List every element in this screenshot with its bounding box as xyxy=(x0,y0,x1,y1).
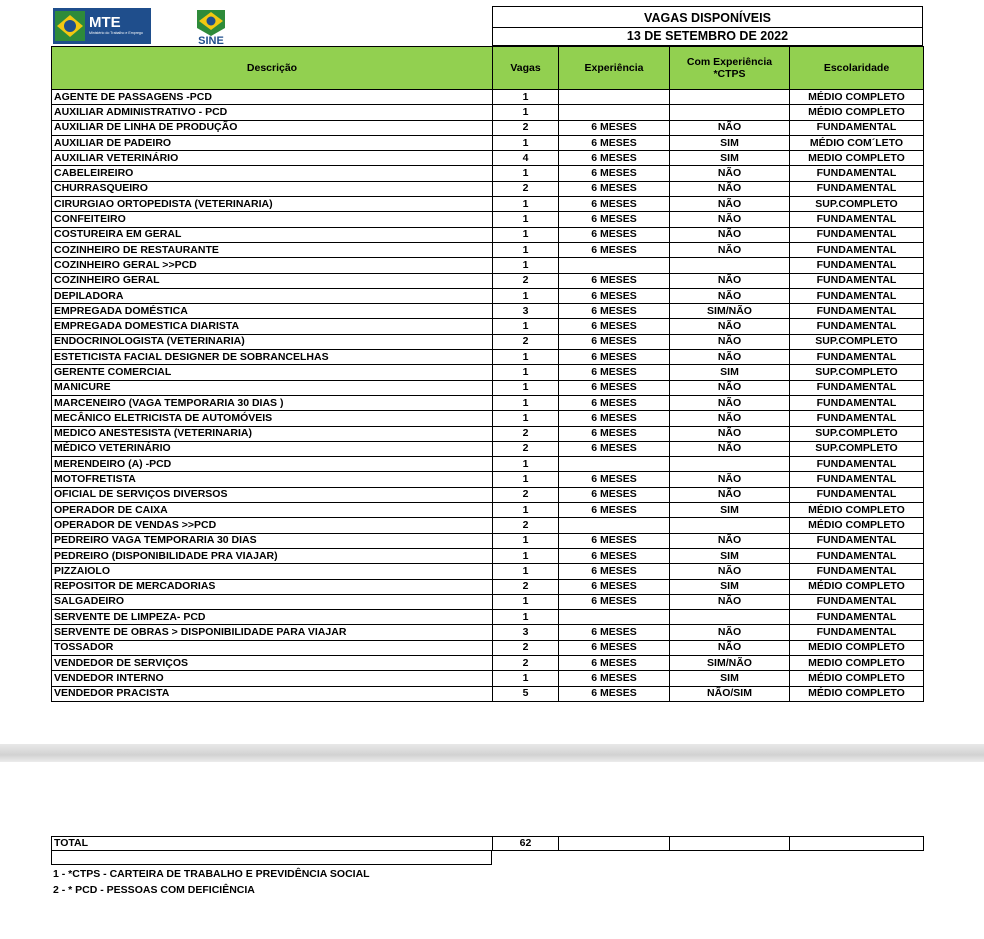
experience-cell: 6 MESES xyxy=(559,288,670,303)
education-cell: FUNDAMENTAL xyxy=(790,288,924,303)
job-description-cell: AGENTE DE PASSAGENS -PCD xyxy=(52,90,493,105)
experience-cell: 6 MESES xyxy=(559,319,670,334)
ctps-cell: NÃO xyxy=(670,334,790,349)
table-body xyxy=(52,90,924,702)
table-row xyxy=(52,120,924,135)
mte-logo-subtitle: Ministério do Trabalho e Emprego xyxy=(89,31,143,35)
table-row xyxy=(52,426,924,441)
vacancies-cell: 1 xyxy=(493,395,559,410)
total-row xyxy=(52,837,924,851)
vacancies-cell: 2 xyxy=(493,426,559,441)
education-cell: FUNDAMENTAL xyxy=(790,319,924,334)
job-description-cell: COZINHEIRO DE RESTAURANTE xyxy=(52,242,493,257)
education-cell: FUNDAMENTAL xyxy=(790,548,924,563)
vacancies-cell: 2 xyxy=(493,579,559,594)
total-label: TOTAL xyxy=(52,837,493,851)
education-cell: FUNDAMENTAL xyxy=(790,380,924,395)
education-cell: FUNDAMENTAL xyxy=(790,227,924,242)
table-row xyxy=(52,625,924,640)
education-cell: FUNDAMENTAL xyxy=(790,181,924,196)
job-description-cell: OPERADOR DE VENDAS >>PCD xyxy=(52,518,493,533)
table-row xyxy=(52,365,924,380)
vacancies-cell: 1 xyxy=(493,503,559,518)
job-description-cell: SERVENTE DE OBRAS > DISPONIBILIDADE PARA VIAJAR xyxy=(52,625,493,640)
education-cell: MÉDIO COMPLETO xyxy=(790,90,924,105)
table-row xyxy=(52,350,924,365)
experience-cell: 6 MESES xyxy=(559,487,670,502)
vacancies-cell: 1 xyxy=(493,411,559,426)
table-row xyxy=(52,686,924,701)
experience-cell: 6 MESES xyxy=(559,640,670,655)
education-cell: FUNDAMENTAL xyxy=(790,212,924,227)
experience-cell: 6 MESES xyxy=(559,135,670,150)
vacancies-cell: 1 xyxy=(493,671,559,686)
vacancies-cell: 1 xyxy=(493,548,559,563)
ctps-cell: NÃO xyxy=(670,166,790,181)
table-row xyxy=(52,90,924,105)
ctps-cell: NÃO xyxy=(670,197,790,212)
vacancies-cell: 2 xyxy=(493,334,559,349)
vacancies-cell: 1 xyxy=(493,610,559,625)
table-row xyxy=(52,594,924,609)
education-cell: FUNDAMENTAL xyxy=(790,273,924,288)
education-cell: FUNDAMENTAL xyxy=(790,120,924,135)
table-row xyxy=(52,151,924,166)
ctps-cell: SIM xyxy=(670,579,790,594)
ctps-cell: NÃO xyxy=(670,181,790,196)
table-row xyxy=(52,610,924,625)
job-description-cell: CHURRASQUEIRO xyxy=(52,181,493,196)
experience-cell: 6 MESES xyxy=(559,120,670,135)
education-cell: FUNDAMENTAL xyxy=(790,411,924,426)
education-cell: FUNDAMENTAL xyxy=(790,395,924,410)
table-row xyxy=(52,273,924,288)
experience-cell: 6 MESES xyxy=(559,411,670,426)
table-row xyxy=(52,671,924,686)
table-row xyxy=(52,258,924,273)
column-header-description: Descrição xyxy=(52,47,493,90)
vacancies-cell: 4 xyxy=(493,151,559,166)
experience-cell: 6 MESES xyxy=(559,441,670,456)
table-row xyxy=(52,579,924,594)
education-cell: FUNDAMENTAL xyxy=(790,242,924,257)
sine-logo xyxy=(191,6,231,46)
table-row xyxy=(52,548,924,563)
job-description-cell: PIZZAIOLO xyxy=(52,564,493,579)
job-description-cell: AUXILIAR DE LINHA DE PRODUÇÃO xyxy=(52,120,493,135)
education-cell: FUNDAMENTAL xyxy=(790,350,924,365)
experience-cell: 6 MESES xyxy=(559,686,670,701)
education-cell: MÉDIO COMPLETO xyxy=(790,686,924,701)
table-row xyxy=(52,135,924,150)
ctps-cell xyxy=(670,457,790,472)
table-row xyxy=(52,655,924,670)
vacancies-cell: 1 xyxy=(493,533,559,548)
job-description-cell: OPERADOR DE CAIXA xyxy=(52,503,493,518)
title-box xyxy=(492,6,923,46)
vacancies-cell: 1 xyxy=(493,594,559,609)
total-empty-cell xyxy=(670,837,790,851)
vacancies-cell: 2 xyxy=(493,518,559,533)
job-description-cell: SALGADEIRO xyxy=(52,594,493,609)
education-cell: MÉDIO COMPLETO xyxy=(790,503,924,518)
experience-cell: 6 MESES xyxy=(559,212,670,227)
table-row xyxy=(52,533,924,548)
ctps-cell: SIM/NÃO xyxy=(670,304,790,319)
ctps-cell: NÃO xyxy=(670,273,790,288)
ctps-cell: NÃO xyxy=(670,395,790,410)
table-row xyxy=(52,457,924,472)
ctps-cell: NÃO xyxy=(670,441,790,456)
ctps-cell: NÃO xyxy=(670,487,790,502)
job-description-cell: REPOSITOR DE MERCADORIAS xyxy=(52,579,493,594)
education-cell: MÉDIO COMPLETO xyxy=(790,579,924,594)
job-description-cell: ENDOCRINOLOGISTA (VETERINARIA) xyxy=(52,334,493,349)
ctps-cell: SIM/NÃO xyxy=(670,655,790,670)
vacancies-cell: 1 xyxy=(493,288,559,303)
experience-cell xyxy=(559,258,670,273)
experience-cell: 6 MESES xyxy=(559,151,670,166)
experience-cell xyxy=(559,610,670,625)
job-description-cell: OFICIAL DE SERVIÇOS DIVERSOS xyxy=(52,487,493,502)
job-description-cell: VENDEDOR PRACISTA xyxy=(52,686,493,701)
document-header xyxy=(51,6,923,46)
education-cell: SUP.COMPLETO xyxy=(790,365,924,380)
vacancies-cell: 1 xyxy=(493,105,559,120)
sine-logo-text: SINE xyxy=(198,35,224,46)
vacancies-cell: 2 xyxy=(493,181,559,196)
table-row xyxy=(52,181,924,196)
ctps-cell: NÃO xyxy=(670,533,790,548)
vacancies-cell: 1 xyxy=(493,212,559,227)
table-row xyxy=(52,227,924,242)
vacancies-cell: 1 xyxy=(493,166,559,181)
column-header-education: Escolaridade xyxy=(790,47,924,90)
experience-cell: 6 MESES xyxy=(559,227,670,242)
experience-cell: 6 MESES xyxy=(559,334,670,349)
education-cell: MÉDIO COMPLETO xyxy=(790,671,924,686)
table-row xyxy=(52,304,924,319)
vacancies-cell: 2 xyxy=(493,441,559,456)
experience-cell: 6 MESES xyxy=(559,503,670,518)
education-cell: FUNDAMENTAL xyxy=(790,594,924,609)
experience-cell: 6 MESES xyxy=(559,655,670,670)
ctps-cell: NÃO/SIM xyxy=(670,686,790,701)
education-cell: SUP.COMPLETO xyxy=(790,426,924,441)
column-header-experience: Experiência xyxy=(559,47,670,90)
education-cell: MÉDIO COMPLETO xyxy=(790,518,924,533)
education-cell: FUNDAMENTAL xyxy=(790,472,924,487)
education-cell: MÉDIO COMPLETO xyxy=(790,105,924,120)
education-cell: FUNDAMENTAL xyxy=(790,610,924,625)
vacancies-cell: 2 xyxy=(493,655,559,670)
vacancies-cell: 1 xyxy=(493,365,559,380)
table-row xyxy=(52,288,924,303)
vacancies-cell: 1 xyxy=(493,258,559,273)
ctps-cell: NÃO xyxy=(670,625,790,640)
education-cell: FUNDAMENTAL xyxy=(790,166,924,181)
document-date: 13 DE SETEMBRO DE 2022 xyxy=(626,29,789,43)
experience-cell: 6 MESES xyxy=(559,472,670,487)
column-header-vacancies: Vagas xyxy=(493,47,559,90)
total-value: 62 xyxy=(493,837,559,851)
job-description-cell: MECÂNICO ELETRICISTA DE AUTOMÓVEIS xyxy=(52,411,493,426)
ctps-cell: SIM xyxy=(670,151,790,166)
ctps-cell: NÃO xyxy=(670,380,790,395)
table-row xyxy=(52,334,924,349)
table-row xyxy=(52,395,924,410)
vacancies-cell: 1 xyxy=(493,472,559,487)
experience-cell: 6 MESES xyxy=(559,533,670,548)
ctps-cell: SIM xyxy=(670,135,790,150)
ctps-cell: NÃO xyxy=(670,350,790,365)
ctps-cell: NÃO xyxy=(670,319,790,334)
education-cell: FUNDAMENTAL xyxy=(790,457,924,472)
table-row xyxy=(52,319,924,334)
experience-cell: 6 MESES xyxy=(559,181,670,196)
vacancies-cell: 5 xyxy=(493,686,559,701)
experience-cell xyxy=(559,457,670,472)
table-row xyxy=(52,487,924,502)
job-description-cell: MARCENEIRO (VAGA TEMPORARIA 30 DIAS ) xyxy=(52,395,493,410)
experience-cell: 6 MESES xyxy=(559,426,670,441)
ctps-cell: NÃO xyxy=(670,426,790,441)
ctps-cell: NÃO xyxy=(670,564,790,579)
education-cell: SUP.COMPLETO xyxy=(790,441,924,456)
table-header-row xyxy=(52,47,924,90)
job-description-cell: CONFEITEIRO xyxy=(52,212,493,227)
ctps-cell xyxy=(670,518,790,533)
vacancies-cell: 2 xyxy=(493,273,559,288)
job-description-cell: COSTUREIRA EM GERAL xyxy=(52,227,493,242)
ctps-cell: NÃO xyxy=(670,120,790,135)
ctps-cell: NÃO xyxy=(670,640,790,655)
experience-cell: 6 MESES xyxy=(559,564,670,579)
vacancies-cell: 2 xyxy=(493,487,559,502)
vacancies-cell: 3 xyxy=(493,304,559,319)
experience-cell: 6 MESES xyxy=(559,594,670,609)
column-header-ctps: Com Experiência *CTPS xyxy=(670,47,790,90)
ctps-cell: NÃO xyxy=(670,242,790,257)
job-description-cell: AUXILIAR VETERINÁRIO xyxy=(52,151,493,166)
vacancies-cell: 1 xyxy=(493,350,559,365)
education-cell: FUNDAMENTAL xyxy=(790,487,924,502)
education-cell: MÉDIO COM´LETO xyxy=(790,135,924,150)
ctps-cell xyxy=(670,105,790,120)
page-break-separator xyxy=(0,744,984,762)
ctps-cell: SIM xyxy=(670,503,790,518)
job-description-cell: MÉDICO VETERINÁRIO xyxy=(52,441,493,456)
vacancies-cell: 1 xyxy=(493,242,559,257)
ctps-cell xyxy=(670,610,790,625)
total-empty-cell xyxy=(790,837,924,851)
job-description-cell: VENDEDOR DE SERVIÇOS xyxy=(52,655,493,670)
ctps-cell: SIM xyxy=(670,671,790,686)
education-cell: FUNDAMENTAL xyxy=(790,533,924,548)
vacancies-cell: 1 xyxy=(493,380,559,395)
vacancies-cell: 1 xyxy=(493,197,559,212)
education-cell: FUNDAMENTAL xyxy=(790,258,924,273)
ctps-cell: SIM xyxy=(670,548,790,563)
job-description-cell: EMPREGADA DOMESTICA DIARISTA xyxy=(52,319,493,334)
job-description-cell: PEDREIRO VAGA TEMPORARIA 30 DIAS xyxy=(52,533,493,548)
job-description-cell: MOTOFRETISTA xyxy=(52,472,493,487)
table-row xyxy=(52,411,924,426)
ctps-cell: SIM xyxy=(670,365,790,380)
experience-cell: 6 MESES xyxy=(559,671,670,686)
experience-cell xyxy=(559,518,670,533)
job-description-cell: CIRURGIAO ORTOPEDISTA (VETERINARIA) xyxy=(52,197,493,212)
table-row xyxy=(52,380,924,395)
job-description-cell: CABELEIREIRO xyxy=(52,166,493,181)
vacancies-table xyxy=(51,46,924,702)
table-row xyxy=(52,197,924,212)
mte-logo xyxy=(53,8,151,44)
table-row xyxy=(52,212,924,227)
mte-logo-text: MTE xyxy=(89,14,121,31)
total-spacer-box xyxy=(51,851,492,865)
table-row xyxy=(52,640,924,655)
table-row xyxy=(52,564,924,579)
vacancies-cell: 2 xyxy=(493,640,559,655)
job-description-cell: MERENDEIRO (A) -PCD xyxy=(52,457,493,472)
vacancies-cell: 3 xyxy=(493,625,559,640)
table-row xyxy=(52,242,924,257)
experience-cell: 6 MESES xyxy=(559,625,670,640)
job-description-cell: MANICURE xyxy=(52,380,493,395)
education-cell: MEDIO COMPLETO xyxy=(790,640,924,655)
table-row xyxy=(52,472,924,487)
ctps-cell: NÃO xyxy=(670,288,790,303)
education-cell: FUNDAMENTAL xyxy=(790,304,924,319)
ctps-cell: NÃO xyxy=(670,594,790,609)
experience-cell: 6 MESES xyxy=(559,579,670,594)
vacancies-cell: 1 xyxy=(493,90,559,105)
table-row xyxy=(52,441,924,456)
total-empty-cell xyxy=(559,837,670,851)
job-description-cell: COZINHEIRO GERAL >>PCD xyxy=(52,258,493,273)
table-row xyxy=(52,166,924,181)
footnote-ctps: 1 - *CTPS - CARTEIRA DE TRABALHO E PREVIDÊNCIA SOCIAL xyxy=(53,868,370,880)
job-description-cell: ESTETICISTA FACIAL DESIGNER DE SOBRANCELHAS xyxy=(52,350,493,365)
vacancies-cell: 1 xyxy=(493,319,559,334)
experience-cell: 6 MESES xyxy=(559,166,670,181)
experience-cell: 6 MESES xyxy=(559,197,670,212)
vacancies-cell: 2 xyxy=(493,120,559,135)
job-description-cell: AUXILIAR ADMINISTRATIVO - PCD xyxy=(52,105,493,120)
education-cell: FUNDAMENTAL xyxy=(790,564,924,579)
job-description-cell: GERENTE COMERCIAL xyxy=(52,365,493,380)
job-description-cell: COZINHEIRO GERAL xyxy=(52,273,493,288)
experience-cell: 6 MESES xyxy=(559,242,670,257)
footnote-pcd: 2 - * PCD - PESSOAS COM DEFICIÊNCIA xyxy=(53,884,255,896)
ctps-cell: NÃO xyxy=(670,227,790,242)
document-title: VAGAS DISPONÍVEIS xyxy=(493,9,922,28)
job-description-cell: SERVENTE DE LIMPEZA- PCD xyxy=(52,610,493,625)
experience-cell: 6 MESES xyxy=(559,304,670,319)
ctps-cell: NÃO xyxy=(670,411,790,426)
experience-cell: 6 MESES xyxy=(559,548,670,563)
experience-cell xyxy=(559,105,670,120)
ctps-cell: NÃO xyxy=(670,472,790,487)
table-row xyxy=(52,503,924,518)
footnotes xyxy=(53,866,370,898)
experience-cell xyxy=(559,90,670,105)
ctps-cell xyxy=(670,90,790,105)
total-table xyxy=(51,836,924,851)
job-description-cell: TOSSADOR xyxy=(52,640,493,655)
vacancies-cell: 1 xyxy=(493,564,559,579)
table-row xyxy=(52,518,924,533)
education-cell: SUP.COMPLETO xyxy=(790,334,924,349)
education-cell: MEDIO COMPLETO xyxy=(790,655,924,670)
table-row xyxy=(52,105,924,120)
education-cell: FUNDAMENTAL xyxy=(790,625,924,640)
job-description-cell: VENDEDOR INTERNO xyxy=(52,671,493,686)
vacancies-cell: 1 xyxy=(493,457,559,472)
job-description-cell: EMPREGADA DOMÉSTICA xyxy=(52,304,493,319)
experience-cell: 6 MESES xyxy=(559,365,670,380)
education-cell: SUP.COMPLETO xyxy=(790,197,924,212)
job-description-cell: PEDREIRO (DISPONIBILIDADE PRA VIAJAR) xyxy=(52,548,493,563)
vacancies-cell: 1 xyxy=(493,227,559,242)
ctps-cell xyxy=(670,258,790,273)
education-cell: MEDIO COMPLETO xyxy=(790,151,924,166)
experience-cell: 6 MESES xyxy=(559,273,670,288)
job-description-cell: MEDICO ANESTESISTA (VETERINARIA) xyxy=(52,426,493,441)
experience-cell: 6 MESES xyxy=(559,395,670,410)
vacancies-cell: 1 xyxy=(493,135,559,150)
experience-cell: 6 MESES xyxy=(559,380,670,395)
ctps-cell: NÃO xyxy=(670,212,790,227)
job-description-cell: DEPILADORA xyxy=(52,288,493,303)
experience-cell: 6 MESES xyxy=(559,350,670,365)
job-description-cell: AUXILIAR DE PADEIRO xyxy=(52,135,493,150)
